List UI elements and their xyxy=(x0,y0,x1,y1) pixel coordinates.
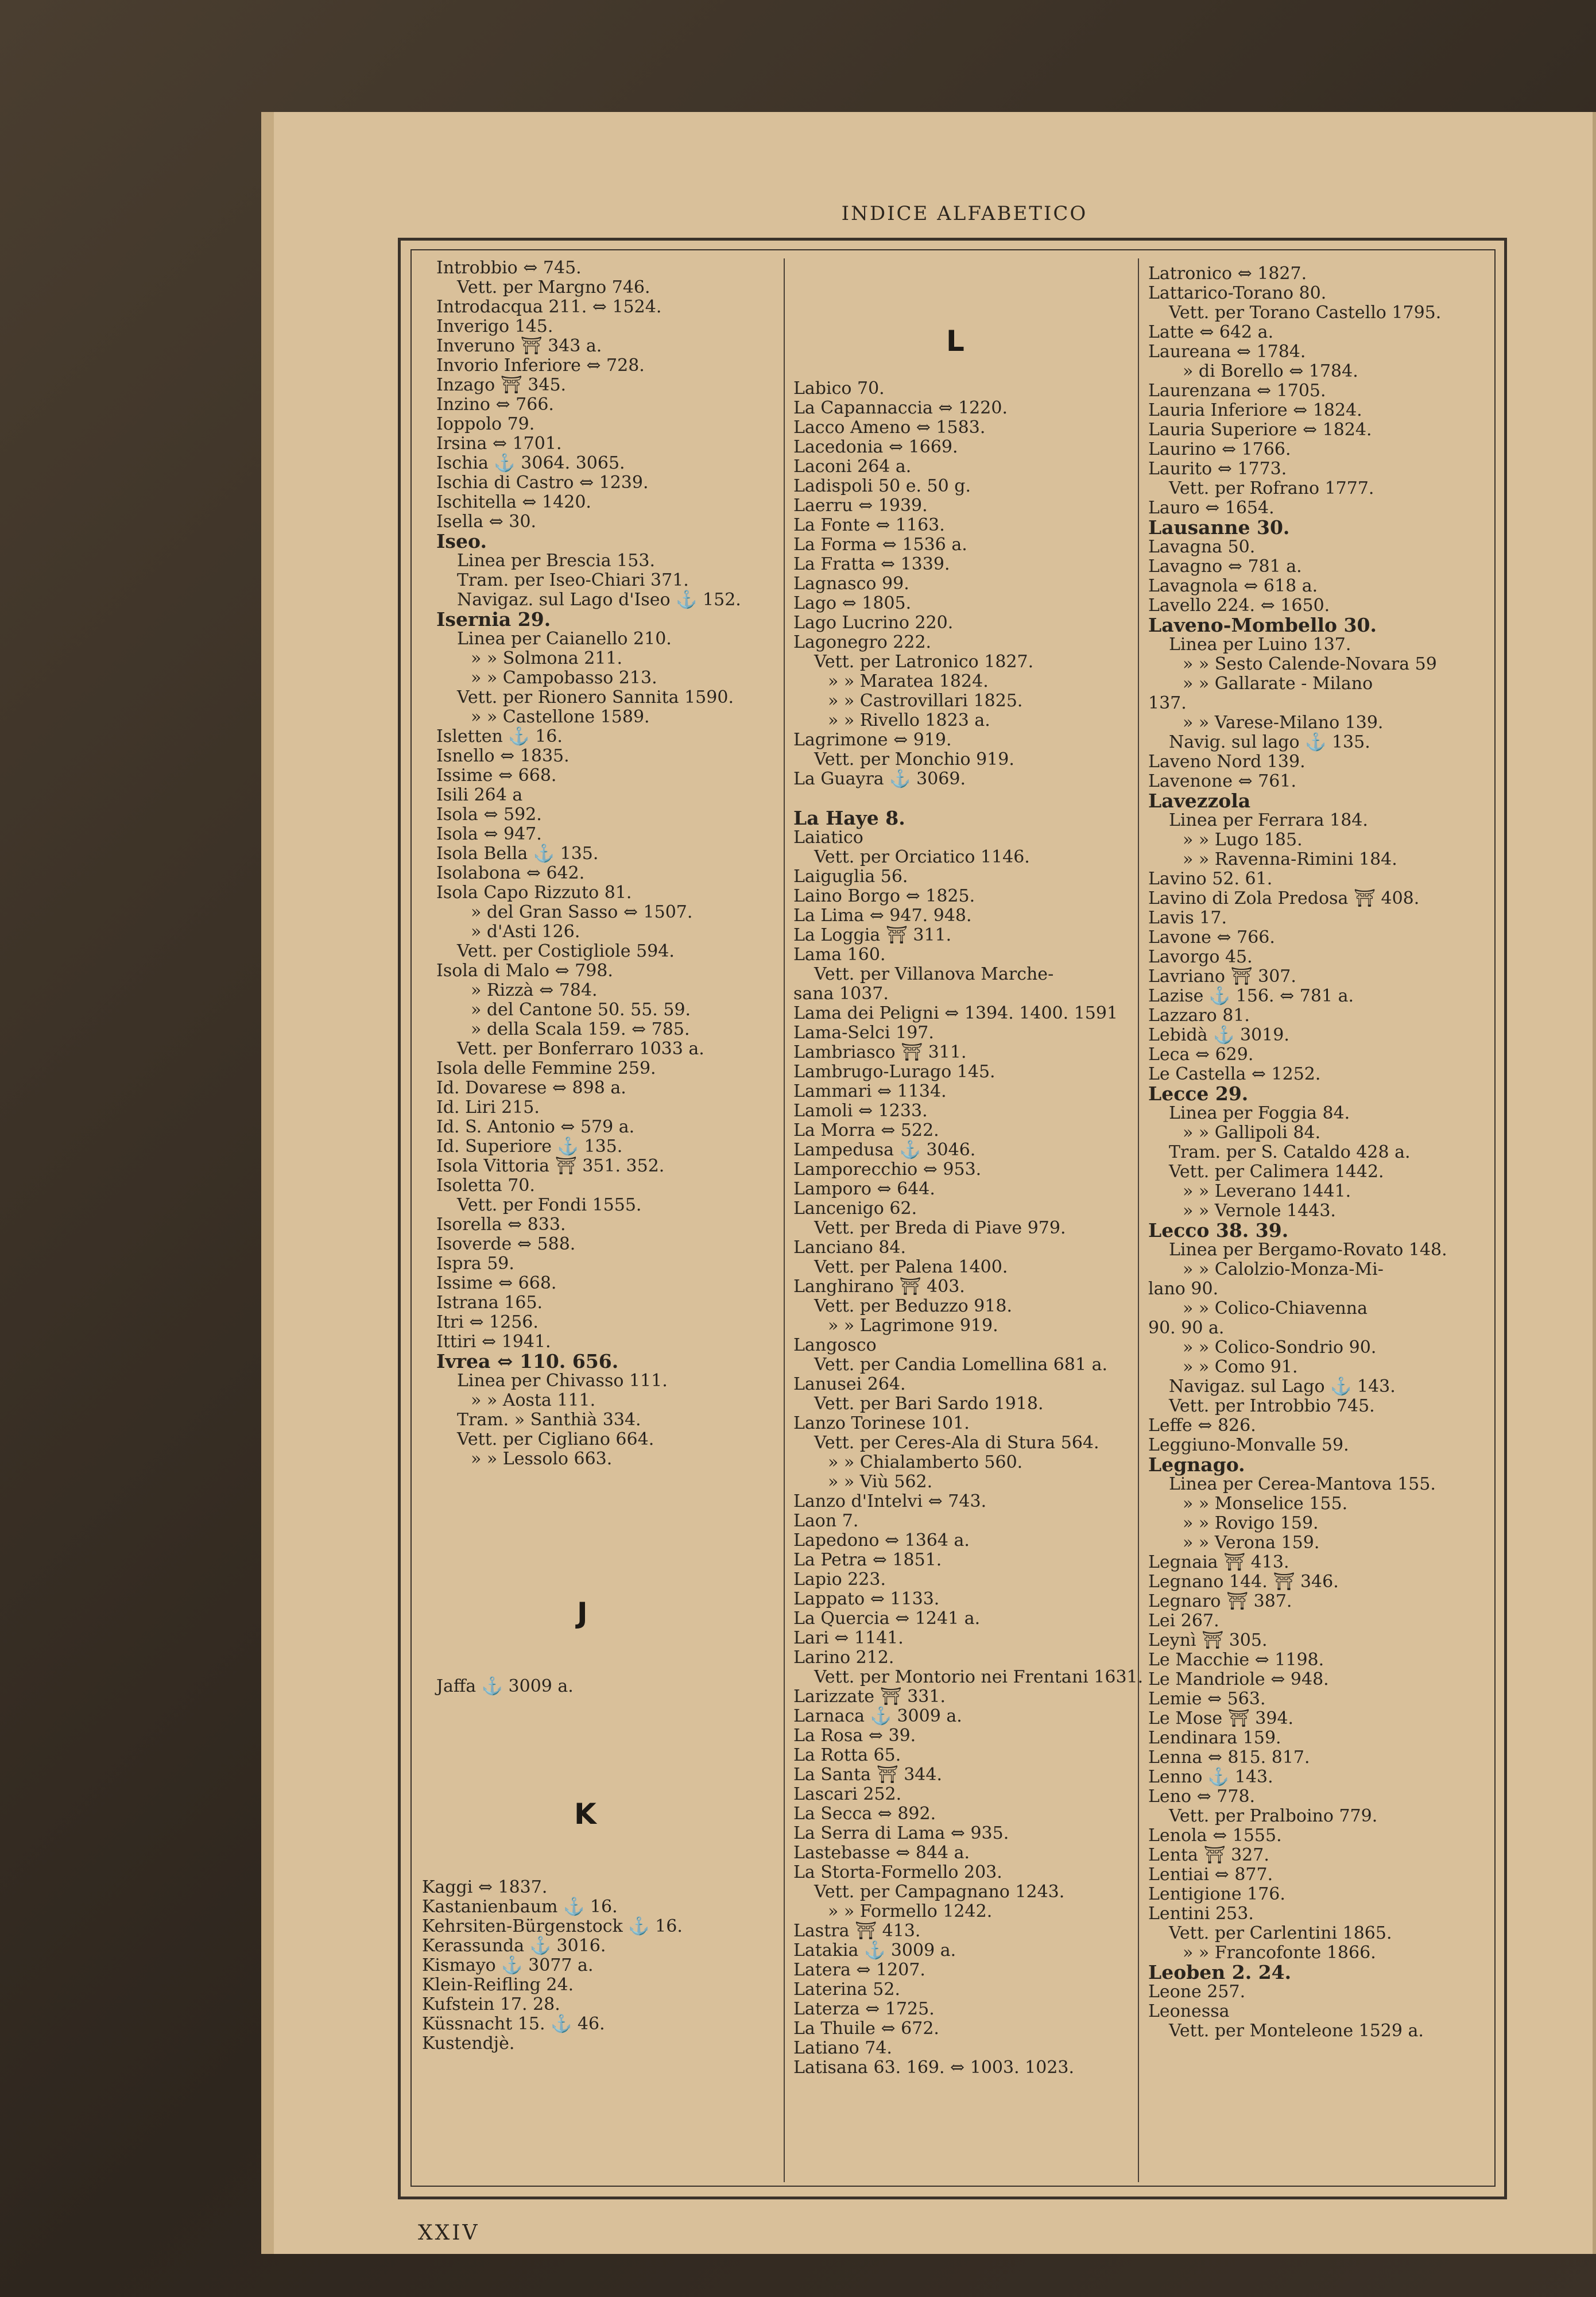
index-entry: Tram. per Iseo-Chiari 371. xyxy=(457,570,689,590)
section-letter-l: L xyxy=(946,324,964,358)
index-entry: Vett. per Latronico 1827. xyxy=(814,652,1034,672)
index-entry: Latakia ⚓ 3009 a. xyxy=(793,1940,956,1960)
index-entry: Laconi 264 a. xyxy=(793,457,912,477)
index-entry: Lavorgo 45. xyxy=(1148,947,1253,967)
index-entry: » » Monselice 155. xyxy=(1183,1494,1348,1514)
index-entry: Laterza ⇔ 1725. xyxy=(793,1999,935,2019)
index-entry: » » Solmona 211. xyxy=(471,648,623,668)
index-entry: La Lima ⇔ 947. 948. xyxy=(793,906,972,926)
index-entry: Lamporecchio ⇔ 953. xyxy=(793,1159,982,1180)
index-entry: Lapedono ⇔ 1364 a. xyxy=(793,1530,970,1550)
index-entry: Vett. per Palena 1400. xyxy=(814,1257,1008,1277)
index-entry: Latronico ⇔ 1827. xyxy=(1148,264,1307,284)
index-entry: Vett. per Villanova Marche- xyxy=(814,964,1054,984)
index-column-1-j xyxy=(436,1677,781,1696)
index-entry: » » Formello 1242. xyxy=(828,1901,993,1921)
index-entry: » del Gran Sasso ⇔ 1507. xyxy=(471,902,693,922)
index-entry: Inveruno ⛩ 343 a. xyxy=(436,336,602,356)
index-entry: Lavis 17. xyxy=(1148,908,1227,928)
index-entry: Ladispoli 50 e. 50 g. xyxy=(793,476,971,496)
index-entry: Legnago. xyxy=(1148,1453,1245,1476)
index-entry: Laterina 52. xyxy=(793,1979,901,2000)
index-entry: Isola Vittoria ⛩ 351. 352. xyxy=(436,1156,665,1176)
index-entry: » della Scala 159. ⇔ 785. xyxy=(471,1019,690,1039)
index-entry: Vett. per Costigliole 594. xyxy=(457,941,675,961)
index-entry: Lendinara 159. xyxy=(1148,1728,1281,1748)
index-entry: Iseo. xyxy=(436,530,487,552)
index-entry: La Thuile ⇔ 672. xyxy=(793,2018,939,2039)
index-entry: » » Castrovillari 1825. xyxy=(828,691,1023,711)
index-entry: La Rotta 65. xyxy=(793,1745,901,1765)
index-entry: Linea per Luino 137. xyxy=(1169,635,1351,655)
index-entry: Issime ⇔ 668. xyxy=(436,1273,557,1293)
index-entry: Isola ⇔ 592. xyxy=(436,805,542,825)
index-entry: Invorio Inferiore ⇔ 728. xyxy=(436,355,645,376)
index-entry: 137. xyxy=(1148,693,1187,713)
index-column-1 xyxy=(436,258,781,1469)
index-entry xyxy=(793,789,1135,809)
index-entry: » » Lessolo 663. xyxy=(471,1449,613,1469)
index-entry: Navig. sul lago ⚓ 135. xyxy=(1169,732,1370,752)
index-entry: Navigaz. sul Lago d'Iseo ⚓ 152. xyxy=(457,590,741,610)
index-entry: Kustendjè. xyxy=(422,2033,515,2054)
index-entry: Legnaro ⛩ 387. xyxy=(1148,1591,1292,1611)
index-entry: » » Rivello 1823 a. xyxy=(828,710,990,730)
index-entry: Lastebasse ⇔ 844 a. xyxy=(793,1843,970,1863)
index-entry: Leffe ⇔ 826. xyxy=(1148,1416,1256,1436)
index-entry: Laurino ⇔ 1766. xyxy=(1148,439,1291,459)
index-entry: Lacco Ameno ⇔ 1583. xyxy=(793,417,986,438)
index-entry: Laurenzana ⇔ 1705. xyxy=(1148,381,1326,401)
index-entry: Ischia di Castro ⇔ 1239. xyxy=(436,473,649,493)
index-entry: La Storta-Formello 203. xyxy=(793,1862,1002,1882)
index-entry: Linea per Bergamo-Rovato 148. xyxy=(1169,1240,1447,1260)
index-entry: Id. S. Antonio ⇔ 579 a. xyxy=(436,1117,635,1137)
index-entry: Lavagnola ⇔ 618 a. xyxy=(1148,576,1318,596)
index-entry: » del Cantone 50. 55. 59. xyxy=(471,1000,691,1020)
index-entry: Lauria Inferiore ⇔ 1824. xyxy=(1148,400,1362,420)
index-entry: Kehrsiten-Bürgenstock ⚓ 16. xyxy=(422,1916,683,1936)
index-entry: Linea per Foggia 84. xyxy=(1169,1103,1350,1123)
index-entry: Labico 70. xyxy=(793,378,885,399)
index-entry: Leone 257. xyxy=(1148,1982,1246,2002)
index-entry: Vett. per Breda di Piave 979. xyxy=(814,1218,1066,1238)
index-column-3 xyxy=(1148,264,1493,2041)
index-entry: Id. Superiore ⚓ 135. xyxy=(436,1136,623,1157)
index-entry: Larino 212. xyxy=(793,1648,894,1668)
column-rule-2 xyxy=(1138,258,1139,2182)
index-entry: Lazzaro 81. xyxy=(1148,1006,1250,1026)
index-entry: La Guayra ⚓ 3069. xyxy=(793,769,966,789)
index-entry: Larnaca ⚓ 3009 a. xyxy=(793,1706,962,1726)
index-entry: Klein-Reifling 24. xyxy=(422,1975,574,1995)
index-entry: La Forma ⇔ 1536 a. xyxy=(793,535,967,555)
index-entry: Lamporo ⇔ 644. xyxy=(793,1179,935,1199)
index-entry: Issime ⇔ 668. xyxy=(436,765,557,786)
index-entry: Lavello 224. ⇔ 1650. xyxy=(1148,595,1330,616)
index-entry: Lampedusa ⚓ 3046. xyxy=(793,1140,976,1160)
index-entry: Vett. per Monteleone 1529 a. xyxy=(1169,2021,1424,2041)
index-entry: Ispra 59. xyxy=(436,1254,514,1274)
index-entry: Isoverde ⇔ 588. xyxy=(436,1234,576,1254)
index-entry: Langhirano ⛩ 403. xyxy=(793,1277,965,1297)
index-entry: » » Chialamberto 560. xyxy=(828,1452,1023,1472)
index-entry: Id. Liri 215. xyxy=(436,1097,540,1117)
index-entry: Vett. per Bonferraro 1033 a. xyxy=(457,1039,704,1059)
index-entry: Vett. per Torano Castello 1795. xyxy=(1169,303,1442,323)
index-entry: Lecco 38. 39. xyxy=(1148,1219,1289,1242)
index-entry: » » Ravenna-Rimini 184. xyxy=(1183,849,1397,869)
index-entry: Lamoli ⇔ 1233. xyxy=(793,1101,928,1121)
index-entry: Lagonegro 222. xyxy=(793,632,932,652)
index-entry: Introdacqua 211. ⇔ 1524. xyxy=(436,297,662,317)
index-entry: Isolabona ⇔ 642. xyxy=(436,863,585,883)
index-entry: Vett. per Ceres-Ala di Stura 564. xyxy=(814,1433,1099,1453)
index-entry: Tram. » Santhià 334. xyxy=(457,1410,641,1430)
index-entry: Lavone ⇔ 766. xyxy=(1148,927,1275,948)
index-entry: Kaggi ⇔ 1837. xyxy=(422,1877,548,1897)
column-rule-1 xyxy=(784,258,785,2182)
index-entry: La Loggia ⛩ 311. xyxy=(793,925,952,945)
page-number: XXIV xyxy=(418,2221,480,2245)
index-column-1-k xyxy=(422,1878,778,2054)
index-entry: Lago Lucrino 220. xyxy=(793,613,954,633)
index-entry: » » Varese-Milano 139. xyxy=(1183,713,1384,733)
index-entry: Inzino ⇔ 766. xyxy=(436,395,554,415)
index-entry: Introbbio ⇔ 745. xyxy=(436,258,582,278)
index-entry: Lattarico-Torano 80. xyxy=(1148,283,1327,303)
index-entry: Lenna ⇔ 815. 817. xyxy=(1148,1747,1310,1768)
index-entry: Kismayo ⚓ 3077 a. xyxy=(422,1955,594,1975)
index-entry: Leoben 2. 24. xyxy=(1148,1961,1292,1983)
index-entry: Isola ⇔ 947. xyxy=(436,824,542,844)
index-entry: Ischia ⚓ 3064. 3065. xyxy=(436,453,625,473)
index-entry: » » Colico-Sondrio 90. xyxy=(1183,1337,1377,1358)
index-entry: Vett. per Margno 746. xyxy=(457,277,650,297)
index-entry: Lanzo d'Intelvi ⇔ 743. xyxy=(793,1491,987,1511)
index-entry: Linea per Ferrara 184. xyxy=(1169,810,1368,830)
index-entry: Laerru ⇔ 1939. xyxy=(793,496,928,516)
index-entry: Isella ⇔ 30. xyxy=(436,512,536,532)
index-entry: La Haye 8. xyxy=(793,807,905,829)
index-entry: Vett. per Rionero Sannita 1590. xyxy=(457,687,734,707)
index-entry: Vett. per Introbbio 745. xyxy=(1169,1396,1375,1416)
index-entry: La Fonte ⇔ 1163. xyxy=(793,515,945,535)
index-entry: Isili 264 a xyxy=(436,785,523,805)
index-entry: Legnaia ⛩ 413. xyxy=(1148,1552,1289,1572)
index-entry: » » Campobasso 213. xyxy=(471,668,657,688)
index-entry: Leggiuno-Monvalle 59. xyxy=(1148,1435,1349,1455)
index-entry: Vett. per Bari Sardo 1918. xyxy=(814,1394,1044,1414)
index-entry: » » Colico-Chiavenna xyxy=(1183,1298,1368,1318)
index-entry: Laveno-Mombello 30. xyxy=(1148,614,1377,636)
index-entry: » » Verona 159. xyxy=(1183,1533,1320,1553)
index-entry: Lazise ⚓ 156. ⇔ 781 a. xyxy=(1148,986,1354,1006)
index-entry: Laureana ⇔ 1784. xyxy=(1148,342,1306,362)
index-entry: Latte ⇔ 642 a. xyxy=(1148,322,1274,342)
index-entry: Latisana 63. 169. ⇔ 1003. 1023. xyxy=(793,2058,1075,2078)
index-entry: Linea per Caianello 210. xyxy=(457,629,672,649)
index-entry: Isoletta 70. xyxy=(436,1175,535,1196)
index-entry: Lebidà ⚓ 3019. xyxy=(1148,1025,1289,1045)
section-letter-k: K xyxy=(574,1797,596,1831)
index-entry: Le Castella ⇔ 1252. xyxy=(1148,1064,1321,1084)
index-entry: Leno ⇔ 778. xyxy=(1148,1786,1256,1807)
index-entry: Lascari 252. xyxy=(793,1784,902,1804)
index-entry: » » Viù 562. xyxy=(828,1472,933,1492)
index-entry: sana 1037. xyxy=(793,984,889,1004)
index-entry: Vett. per Carlentini 1865. xyxy=(1169,1923,1392,1943)
index-entry: Lentini 253. xyxy=(1148,1904,1254,1924)
index-entry: » d'Asti 126. xyxy=(471,922,580,942)
index-entry: Id. Dovarese ⇔ 898 a. xyxy=(436,1078,626,1098)
index-entry: » di Borello ⇔ 1784. xyxy=(1183,361,1358,381)
index-entry: Lanusei 264. xyxy=(793,1374,906,1394)
index-entry: Lari ⇔ 1141. xyxy=(793,1628,904,1648)
index-entry: Lemie ⇔ 563. xyxy=(1148,1689,1266,1709)
index-entry: Laiatico xyxy=(793,827,863,848)
index-entry: Lama-Selci 197. xyxy=(793,1023,934,1043)
index-entry: Le Mandriole ⇔ 948. xyxy=(1148,1669,1329,1689)
index-entry: Lappato ⇔ 1133. xyxy=(793,1589,940,1609)
index-entry: Kastanienbaum ⚓ 16. xyxy=(422,1897,618,1917)
index-entry: » » Francofonte 1866. xyxy=(1183,1943,1376,1963)
index-entry: Lapio 223. xyxy=(793,1569,886,1590)
index-entry: La Quercia ⇔ 1241 a. xyxy=(793,1608,981,1629)
index-entry: Lago ⇔ 1805. xyxy=(793,593,912,613)
index-entry: » » Sesto Calende-Novara 59 xyxy=(1183,654,1437,674)
index-entry: Isernia 29. xyxy=(436,608,551,631)
index-entry: Isorella ⇔ 833. xyxy=(436,1215,566,1235)
index-entry: Tram. per S. Cataldo 428 a. xyxy=(1169,1142,1411,1162)
index-entry: Leynì ⛩ 305. xyxy=(1148,1630,1268,1650)
index-entry: Vett. per Campagnano 1243. xyxy=(814,1882,1065,1902)
index-entry: Lavino di Zola Predosa ⛩ 408. xyxy=(1148,888,1420,908)
index-entry: » » Como 91. xyxy=(1183,1357,1298,1377)
index-entry: » » Lugo 185. xyxy=(1183,830,1303,850)
index-entry: Vett. per Beduzzo 918. xyxy=(814,1296,1013,1316)
index-entry: Leonessa xyxy=(1148,2001,1230,2021)
index-entry: Vett. per Calimera 1442. xyxy=(1169,1162,1384,1182)
index-entry: Lastra ⛩ 413. xyxy=(793,1921,921,1941)
index-entry: Itri ⇔ 1256. xyxy=(436,1312,539,1332)
index-entry: Vett. per Cigliano 664. xyxy=(457,1429,654,1449)
index-entry: La Santa ⛩ 344. xyxy=(793,1765,942,1785)
index-entry: Lacedonia ⇔ 1669. xyxy=(793,437,958,457)
section-letter-j: J xyxy=(577,1596,588,1630)
index-entry: Lanciano 84. xyxy=(793,1238,907,1258)
index-entry: Laino Borgo ⇔ 1825. xyxy=(793,886,975,906)
index-entry: Lagrimone ⇔ 919. xyxy=(793,730,952,750)
index-entry: Isola Capo Rizzuto 81. xyxy=(436,883,632,903)
index-entry: » » Leverano 1441. xyxy=(1183,1181,1351,1201)
index-entry: Lauro ⇔ 1654. xyxy=(1148,498,1275,518)
page-header: INDICE ALFABETICO xyxy=(841,202,1088,225)
index-entry: » » Lagrimone 919. xyxy=(828,1316,998,1336)
index-entry: Lavenone ⇔ 761. xyxy=(1148,771,1296,791)
index-entry: La Fratta ⇔ 1339. xyxy=(793,554,950,574)
index-entry: Jaffa ⚓ 3009 a. xyxy=(436,1676,574,1696)
index-entry: Vett. per Orciatico 1146. xyxy=(814,847,1030,867)
index-entry: Isola delle Femmine 259. xyxy=(436,1058,656,1078)
index-entry: Langosco xyxy=(793,1335,877,1355)
index-entry: Lecce 29. xyxy=(1148,1082,1249,1105)
index-entry: Istrana 165. xyxy=(436,1293,543,1313)
index-entry: Lentigione 176. xyxy=(1148,1884,1285,1904)
index-entry: Vett. per Montorio nei Frentani 1631. xyxy=(814,1667,1144,1687)
index-entry: Isola Bella ⚓ 135. xyxy=(436,844,599,864)
index-entry: Laiguglia 56. xyxy=(793,867,908,887)
index-entry: La Morra ⇔ 522. xyxy=(793,1120,939,1140)
index-entry: Kufstein 17. 28. xyxy=(422,1994,560,2014)
index-entry: Laon 7. xyxy=(793,1511,859,1531)
index-entry: Inverigo 145. xyxy=(436,316,553,337)
index-entry: Lambriasco ⛩ 311. xyxy=(793,1042,967,1062)
index-entry: Isletten ⚓ 16. xyxy=(436,726,563,747)
index-entry: Lenola ⇔ 1555. xyxy=(1148,1826,1282,1846)
index-entry: La Secca ⇔ 892. xyxy=(793,1804,936,1824)
index-entry: La Petra ⇔ 1851. xyxy=(793,1550,942,1570)
index-entry: Lavriano ⛩ 307. xyxy=(1148,966,1296,987)
index-entry: » » Gallarate - Milano xyxy=(1183,674,1373,694)
index-entry: Lavezzola xyxy=(1148,790,1251,812)
index-entry: Laurito ⇔ 1773. xyxy=(1148,459,1287,479)
index-entry: Laveno Nord 139. xyxy=(1148,752,1306,772)
index-entry: La Serra di Lama ⇔ 935. xyxy=(793,1823,1009,1843)
index-entry: » Rizzà ⇔ 784. xyxy=(471,980,598,1000)
index-entry: 90. 90 a. xyxy=(1148,1318,1225,1338)
index-entry: Isola di Malo ⇔ 798. xyxy=(436,961,613,981)
index-entry: Vett. per Pralboino 779. xyxy=(1169,1806,1378,1826)
index-entry: Vett. per Candia Lomellina 681 a. xyxy=(814,1355,1107,1375)
index-entry: » » Aosta 111. xyxy=(471,1390,596,1410)
index-entry: Lausanne 30. xyxy=(1148,516,1290,539)
index-entry: Legnano 144. ⛩ 346. xyxy=(1148,1572,1339,1592)
index-entry: Lagnasco 99. xyxy=(793,574,909,594)
index-entry: Le Mose ⛩ 394. xyxy=(1148,1708,1294,1728)
index-column-2 xyxy=(793,378,1144,2078)
index-entry: La Capannaccia ⇔ 1220. xyxy=(793,398,1008,418)
index-entry: Isnello ⇔ 1835. xyxy=(436,746,570,766)
index-entry: Lama 160. xyxy=(793,945,886,965)
index-entry: Lama dei Peligni ⇔ 1394. 1400. 1591 xyxy=(793,1003,1118,1023)
index-entry: Ivrea ⇔ 110. 656. xyxy=(436,1350,619,1372)
index-entry: Le Macchie ⇔ 1198. xyxy=(1148,1650,1324,1670)
index-entry: Lentiai ⇔ 877. xyxy=(1148,1865,1273,1885)
index-entry: » » Rovigo 159. xyxy=(1183,1513,1319,1533)
index-entry: lano 90. xyxy=(1148,1279,1219,1299)
index-entry: Lammari ⇔ 1134. xyxy=(793,1081,947,1101)
index-entry: Inzago ⛩ 345. xyxy=(436,375,567,395)
index-entry: La Rosa ⇔ 39. xyxy=(793,1726,916,1746)
index-entry: Lavino 52. 61. xyxy=(1148,869,1273,889)
index-entry: Latiano 74. xyxy=(793,2038,892,2058)
index-entry: Lauria Superiore ⇔ 1824. xyxy=(1148,420,1372,440)
index-entry: Lambrugo-Lurago 145. xyxy=(793,1062,995,1082)
index-entry: Lavagna 50. xyxy=(1148,537,1256,557)
index-entry: Navigaz. sul Lago ⚓ 143. xyxy=(1169,1376,1396,1397)
index-entry: » » Vernole 1443. xyxy=(1183,1201,1336,1221)
index-entry: Vett. per Rofrano 1777. xyxy=(1169,478,1374,498)
index-entry: Ioppolo 79. xyxy=(436,414,535,434)
index-entry: Vett. per Monchio 919. xyxy=(814,749,1014,769)
index-entry: Leca ⇔ 629. xyxy=(1148,1045,1254,1065)
index-entry: » » Gallipoli 84. xyxy=(1183,1123,1321,1143)
index-entry: Ischitella ⇔ 1420. xyxy=(436,492,591,512)
index-entry: Vett. per Fondi 1555. xyxy=(457,1195,642,1215)
index-entry: Kerassunda ⚓ 3016. xyxy=(422,1936,606,1956)
index-entry: Linea per Brescia 153. xyxy=(457,551,655,571)
index-entry: » » Castellone 1589. xyxy=(471,707,650,727)
index-entry: Lancenigo 62. xyxy=(793,1198,917,1219)
index-entry: Ittiri ⇔ 1941. xyxy=(436,1332,551,1352)
index-entry: Lenno ⚓ 143. xyxy=(1148,1767,1273,1787)
index-entry: Lanzo Torinese 101. xyxy=(793,1413,970,1433)
index-entry: Irsina ⇔ 1701. xyxy=(436,434,562,454)
index-entry: Lavagno ⇔ 781 a. xyxy=(1148,556,1302,577)
index-entry: Küssnacht 15. ⚓ 46. xyxy=(422,2014,605,2034)
index-entry: Larizzate ⛩ 331. xyxy=(793,1687,946,1707)
index-entry: Linea per Chivasso 111. xyxy=(457,1371,668,1391)
index-entry: Lei 267. xyxy=(1148,1611,1219,1631)
index-entry: » » Maratea 1824. xyxy=(828,671,989,691)
page-edge xyxy=(261,112,274,2254)
index-entry: Linea per Cerea-Mantova 155. xyxy=(1169,1474,1436,1494)
index-entry: » » Calolzio-Monza-Mi- xyxy=(1183,1259,1384,1279)
index-entry: Lenta ⛩ 327. xyxy=(1148,1845,1269,1865)
index-entry: Latera ⇔ 1207. xyxy=(793,1960,925,1980)
